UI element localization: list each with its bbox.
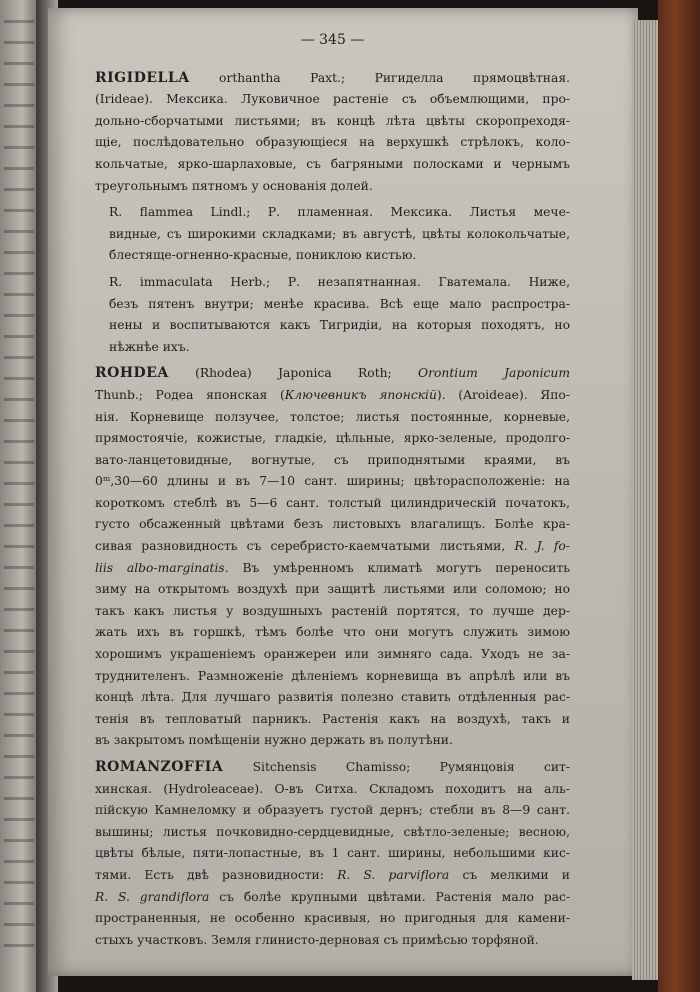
genus-name: RIGIDELLA: [95, 69, 190, 86]
page-text: [95, 30, 570, 956]
genus-name: ROMANZOFFIA: [95, 759, 224, 775]
entry-romanzoffia: ROMANZOFFIA Sitchensis Chamisso; Румянцовія сит- хинская. (Hydroleaceae). О-въ Ситха. Складомъ походитъ на аль- пійскую Камнеломку и образуетъ густой дернъ; стебли въ 8—9 сант. вышины; листья почковидно-сердцевидные, свѣтло-зеленые; весною, цвѣты бѣлые, пяти-лопастные, въ 1 сант. ширины, небольшими кис- тями. Есть двѣ разновидности: R. S. parviflora съ мелкими и R. S. grandiflora съ болѣе крупными цвѣтами. Растенія мало рас- пространенныя, не особенно красивыя, но пригодныя для камени- стыхъ участковъ. Земля глинисто-дерновая съ примѣсью торфяной.: [95, 759, 571, 947]
species-immaculata: R. immaculata Herb.; Р. незапятнанная. Гватемала. Ниже, безъ пятенъ внутри; менѣе красива. Всѣ еще мало распростра- нены и воспитываются какъ Тигридіи, на которыя походятъ, но нѣжнѣе ихъ.: [109, 274, 570, 354]
genus-name: ROHDEA: [95, 365, 169, 382]
species-flammea: R. flammea Lindl.; Р. пламенная. Мексика. Листья мече- видные, съ широкими складками; въ августѣ, цвѣты колокольчатые, блестяще-огненно-красные, пониклою кистью.: [109, 205, 570, 263]
entry-rigidella: RIGIDELLA orthantha Paxt.; Ригиделла прямоцвѣтная. (Irideae). Мексика. Луковичное растеніе съ объемлющими, про- дольно-сборчатыми листьями; въ концѣ лѣта цвѣты скоропреходя- щіе, послѣдовательно образующіеся на верхушкѣ стрѣлокъ, коло- кольчатые, ярко-шарлаховые, съ багряными полосками и чернымъ треугольнымъ пятномъ у основанія долей.: [95, 69, 570, 193]
previous-page-edge: [0, 0, 40, 992]
entry-rohdea: ROHDEA (Rhodea) Japonica Roth; Orontium Japonicum Thunb.; Родеа японская (Ключевникъ японскій). (Aroideae). Япо- нія. Корневище ползучее, толстое; листья постоянные, корневые, прямостоячіе, кожистые, гладкіе, цѣльные, ярко-зеленые, продолго- вато-ланцетовидные, вогнутые, съ приподнятыми краями, въ 0ᵐ,30—60 длины и въ 7—10 сант. ширины; цвѣторасположеніе: на короткомъ стеблѣ въ 5—6 сант. толстый цилиндрическій початокъ, густо обсаженный цвѣтами безъ листовыхъ влагалищъ. Болѣе кра- сивая разновидность съ серебристо-каемчатыми листьями, R. J. fo- liis albo-marginatis. Въ умѣренномъ климатѣ могутъ переносить зиму на открытомъ воздухѣ при защитѣ листьями или соломою; но такъ какъ листья у воздушныхъ растеній портятся, то лучше дер- жать ихъ въ горшкѣ, тѣмъ болѣе что они могутъ служить зимою хорошимъ украшеніемъ оранжереи или зимняго сада. Уходъ не за- труднителенъ. Размноженіе дѣленіемъ корневища въ апрѣлѣ или въ концѣ лѣта. Для лучшаго развитія полезно ставить отдѣленныя рас- тенія въ тепловатый парникъ. Растенія какъ на воздухѣ, такъ и въ закрытомъ помѣщеніи нужно держать въ полутѣни.: [95, 365, 570, 748]
page-number: — 345 —: [300, 32, 365, 48]
book-cover-edge: [658, 0, 700, 992]
